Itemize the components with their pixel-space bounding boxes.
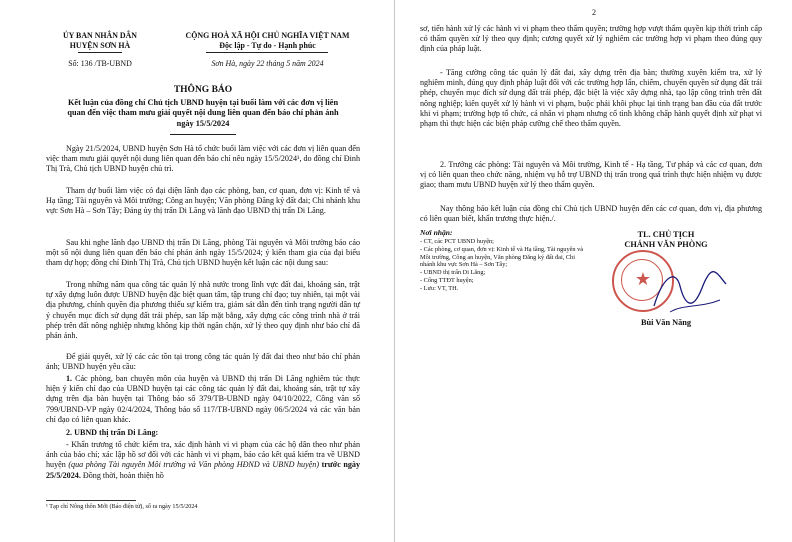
signature-title-2: CHÁNH VĂN PHÒNG [624, 240, 708, 249]
paragraph-reports: Sau khi nghe lãnh đạo UBND thị trấn Di Lăng, phòng Tài nguyên và Môi trường báo cáo một số nội dung liên quan đến báo chí phản ánh ngày 15/5/2024; ý kiến tham gia của đại biểu tham dự họp; đồng chí Đinh Thị Trà, Chủ tịch UBND huyện kết luận các nội dung sau: [46, 238, 360, 268]
authority-underline [78, 52, 122, 53]
paragraph-item-1 [46, 374, 360, 425]
paragraph-item-2-task [46, 440, 360, 481]
signature-title-1: TL. CHỦ TỊCH [637, 230, 695, 239]
national-motto: Độc lập - Tự do - Hạnh phúc [219, 41, 316, 50]
recipient-item: - UBND thị trấn Di Lăng; [420, 269, 486, 277]
heading-item-2: 2. UBND thị trấn Di Lăng: [66, 428, 159, 437]
document-page-1 [0, 0, 395, 542]
national-title: CỘNG HOÀ XÃ HỘI CHỦ NGHĨA VIỆT NAM [185, 31, 350, 40]
signer-name: Bùi Văn Năng [640, 318, 692, 327]
document-title: THÔNG BÁO [173, 85, 233, 95]
page-number: 2 [592, 8, 596, 17]
place-and-date: Sơn Hà, ngày 22 tháng 5 năm 2024 [211, 59, 324, 68]
paragraph-assessment: Trong những năm qua công tác quản lý nhà nước trong lĩnh vực đất đai, khoáng sản, trật tự xây dựng luôn được UBND huyện đặc biệt quan tâm, tập trung chỉ đạo; tuy nhiên, tại một vài địa phương, chính quyền địa phương thiếu sự kiểm tra, giám sát dẫn đến tình trạng người dân tự ý chuyển mục đích sử dụng đất trái phép, san lấp mặt bằng, xây dựng các công trình nhà ở trái phép trên đất nông nghiệp nhưng không kịp thời ngăn chặn, xử lý theo quy định như báo chí đã phản ánh. [46, 280, 360, 341]
task-deadline: trước ngày 25/5/2024. [46, 460, 360, 480]
recipient-item: - Lưu: VT, TH. [420, 284, 459, 292]
recipients-list [420, 238, 590, 293]
paragraph-attendees: Tham dự buổi làm việc có đại diện lãnh đạo các phòng, ban, cơ quan, đơn vị: Kinh tế và Hạ tầng; Tài nguyên và Môi trường; Công an huyện; Văn phòng Đăng ký đất đai; Chi nhánh khu vực Sơn Hà – Sơn Tây; Đảng ủy thị trấn Di Lăng và lãnh đạo UBND thị trấn Di Lăng. [46, 186, 360, 216]
document-number: Số: 136 /TB-UBND [68, 59, 132, 68]
footnote-separator [46, 500, 136, 501]
document-subtitle: Kết luận của đồng chí Chủ tịch UBND huyện tại buổi làm với các đơn vị liên quan đến việc tham mưu giải quyết nội dung liên quan đến báo chí phản ánh ngày 15/5/2024 [67, 98, 339, 128]
task-continuation: Đồng thời, hoàn thiện hồ [80, 470, 164, 480]
issuing-authority [40, 31, 160, 50]
motto-underline [206, 52, 328, 53]
recipient-item: - CT, các PCT UBND huyện; [420, 238, 494, 245]
paragraph-enforcement: - Tăng cường công tác quản lý đất đai, xây dựng trên địa bàn; thường xuyên kiểm tra, xử lý nghiêm minh, đúng quy định pháp luật đối với các trường hợp lấn, chiếm, chuyển quyền sử dụng đất trái phép, chuyển mục đích sử dụng đất trái phép, đặc biệt là việc xây dựng nhà, tạo lập công trình trên đất nông nghiệp; kiên quyết xử lý hành vi vi phạm, buộc phải khôi phục lại tình trạng ban đầu của đất trước khi vi phạm; trường hợp tổ chức, cá nhân vi phạm nhưng cố tình không chấp hành quyết định xử phạt vi phạm thì thực hiện các biện pháp cưỡng chế theo thẩm quyền. [420, 68, 762, 129]
seal-star-icon: ★ [634, 269, 652, 289]
task-channel: (qua phòng Tài nguyên Môi trường và Văn phòng HĐND và UBND huyện) [68, 460, 320, 470]
paragraph-meeting-info: Ngày 21/5/2024, UBND huyện Sơn Hà tổ chức buổi làm việc với các đơn vị liên quan đến việc tham mưu giải quyết nội dung liên quan đến báo chí nêu ngày 15/5/2024¹, do đồng chí Đinh Thị Trà, Chủ tịch UBND huyện chủ trì. [46, 144, 360, 174]
item-1-number: 1. [66, 374, 73, 383]
title-underline [170, 134, 236, 135]
paragraph-requirements: Để giải quyết, xử lý các các tồn tại trong công tác quản lý đất đai theo như báo chí phản ánh; UBND huyện yêu cầu: [46, 352, 360, 372]
paragraph-departments: 2. Trưởng các phòng: Tài nguyên và Môi trường, Kinh tế - Hạ tầng, Tư pháp và các cơ quan, đơn vị có liên quan theo chức năng, nhiệm vụ hỗ trợ UBND thị trấn trong quá trình thực hiện nhiệm vụ được giao; tham mưu UBND huyện xử lý theo thẩm quyền. [420, 160, 762, 190]
handwritten-signature [650, 264, 730, 324]
paragraph-handling: sơ, tiến hành xử lý các hành vi vi phạm theo thẩm quyền; trường hợp vượt thẩm quyền kịp thời trình cấp có thẩm quyền xử lý theo quy định; cương quyết xử lý nghiêm các trường hợp vi phạm theo đúng quy định của pháp luật. [420, 24, 762, 54]
recipient-item: - Các phòng, cơ quan, đơn vị: Kinh tế và Hạ tầng, Tài nguyên và Môi trường, Công an huyện, Văn phòng Đăng ký đất đai, Chi nhánh khu vực Sơn Hà – Sơn Tây; [420, 245, 584, 269]
footnote: ¹ Tạp chí Nông thôn Mới (Báo điện tử), số ra ngày 15/5/2024 [46, 503, 198, 510]
recipients-title: Nơi nhận: [420, 228, 453, 237]
authority-line-1: ỦY BAN NHÂN DÂN [62, 31, 137, 40]
authority-line-2: HUYỆN SƠN HÀ [69, 40, 131, 50]
recipient-item: - Cổng TTĐT huyện; [420, 276, 474, 284]
task-text: - Khẩn trương tổ chức kiểm tra, xác định hành vi vi phạm của các hộ dân theo như phản ánh của báo chí; xác lập hồ sơ đối với các hành vi vi phạm, báo cáo kết quả kiểm tra về UBND huyện [46, 440, 360, 470]
item-1-text: Các phòng, ban chuyên môn của huyện và UBND thị trấn Di Lăng nghiêm túc thực hiện ý kiến chỉ đạo của UBND huyện tại các công tác quản lý đất đai, khoáng sản, trật tự xây dựng trên địa bàn huyện tại Thông báo số 379/TB-UBND ngày 04/10/2022, Công văn số 799/UBND-VP ngày 02/4/2024, Thông báo số 117/TB-UBND ngày 06/5/2024 và các văn bản chỉ đạo có liên quan khác. [46, 374, 360, 424]
paragraph-closing: Nay thông báo kết luận của đồng chí Chủ tịch UBND huyện đến các cơ quan, đơn vị, địa phương có liên quan biết, khẩn trương thực hiện./. [420, 204, 762, 224]
